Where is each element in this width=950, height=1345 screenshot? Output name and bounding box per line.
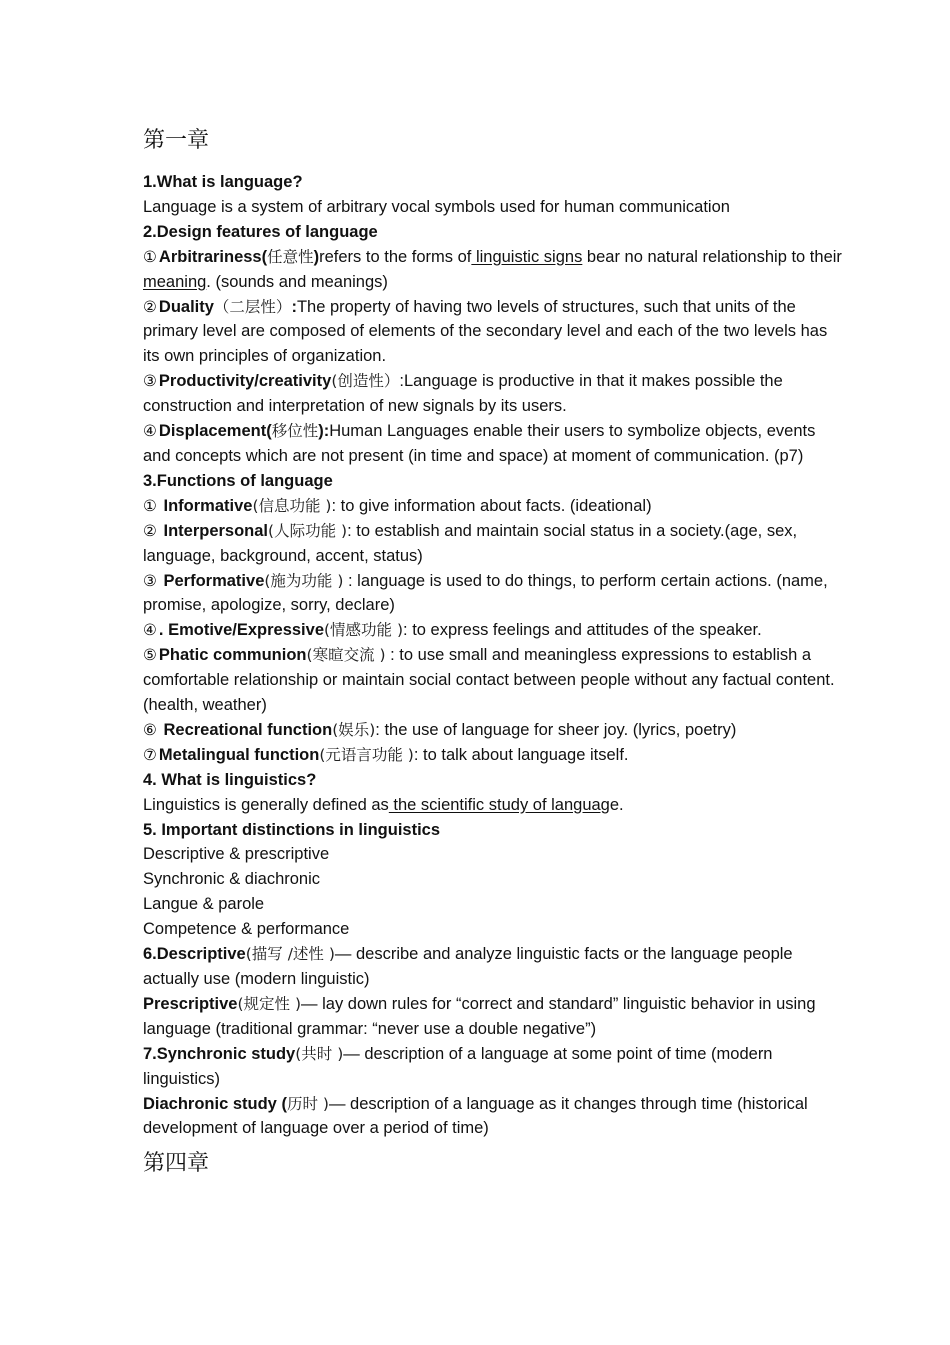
list-item: Synchronic & diachronic bbox=[143, 870, 321, 889]
function-item: ⑦ Metalingual function(元语言功能 ): to talk about language itself. bbox=[143, 745, 629, 764]
design-feature-item: ③ Productivity/creativity(创造性）:Language is productive in that it makes possible the construction and interpretation of new signals by its users. bbox=[143, 372, 783, 416]
section-heading: 3.Functions of language bbox=[143, 471, 333, 490]
section-heading: 4. What is linguistics? bbox=[143, 770, 317, 789]
section-heading: 5. Important distinctions in linguistics bbox=[143, 820, 441, 839]
document-page bbox=[143, 126, 843, 1193]
section-heading: 2.Design features of language bbox=[143, 222, 378, 241]
chapter-heading: 第四章 bbox=[143, 1151, 210, 1177]
function-item: ② Interpersonal(人际功能 ): to establish and maintain social status in a society.(age, sex, language, background, accent, status) bbox=[143, 521, 798, 565]
list-item: Langue & parole bbox=[143, 895, 265, 914]
chapter-heading: 第一章 bbox=[143, 128, 210, 153]
design-feature-item: ④ Displacement(移位性):Human Languages enable their users to symbolize objects, events and concepts which are not present (in time and space) at moment of communication. (p7) bbox=[143, 422, 816, 465]
function-item: ⑥ Recreational function(娱乐): the use of language for sheer joy. (lyrics, poetry) bbox=[143, 720, 737, 739]
function-item: ③ Performative(施为功能 ) : language is used to do things, to perform certain actions. (name, promise, apologize, sorry, declare) bbox=[143, 571, 828, 615]
design-feature-item: ② Duality（二层性）:The property of having two levels of structures, such that units of the primary level are composed of elements of the secondary level and each of the two levels has its own principles of organization. bbox=[143, 297, 828, 366]
paragraph: Linguistics is generally defined as the scientific study of language. bbox=[143, 795, 624, 814]
definition-paragraph: Diachronic study (历时 )— description of a language as it changes through time (historical development of language over a period of time) bbox=[143, 1094, 808, 1138]
section-heading: 1.What is language? bbox=[143, 173, 303, 191]
paragraph: Language is a system of arbitrary vocal symbols used for human communication bbox=[143, 197, 730, 216]
function-item: ⑤ Phatic communion(寒暄交流 ) : to use small and meaningless expressions to establish a comfortable relationship or maintain social contact between people without any factual content. (health, weather) bbox=[143, 646, 835, 715]
function-item: ① Informative(信息功能 ): to give information about facts. (ideational) bbox=[143, 496, 652, 515]
function-item: ④ . Emotive/Expressive(情感功能 ): to express feelings and attitudes of the speaker. bbox=[143, 621, 762, 640]
definition-paragraph: Prescriptive(规定性 )— lay down rules for “correct and standard” linguistic behavior in using language (traditional grammar: “never use a double negative”) bbox=[143, 994, 816, 1038]
design-feature-item: ① Arbitrariness(任意性)refers to the forms of linguistic signs bear no natural relationship to their meaning. (sounds and meanings) bbox=[143, 247, 842, 291]
definition-paragraph: 7.Synchronic study(共时 )— description of a language at some point of time (modern linguistics) bbox=[143, 1044, 773, 1088]
definition-paragraph: 6.Descriptive(描写 /述性 )— describe and analyze linguistic facts or the language people actually use (modern linguistic) bbox=[143, 945, 793, 988]
list-item: Competence & performance bbox=[143, 920, 350, 939]
list-item: Descriptive & prescriptive bbox=[143, 845, 330, 864]
